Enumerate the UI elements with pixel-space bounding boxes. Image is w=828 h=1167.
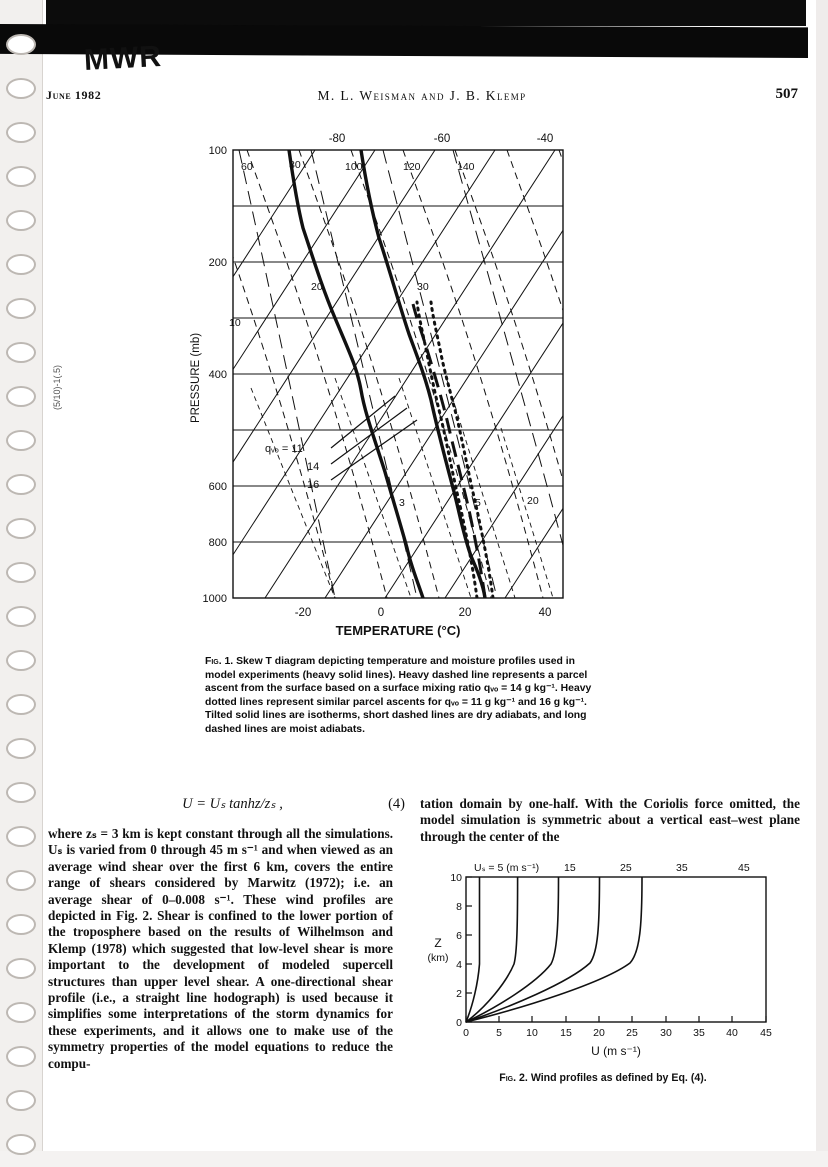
binder-hole — [6, 606, 36, 627]
fig1-ytick-3: 600 — [208, 481, 227, 493]
fig1-toptick-0: -80 — [328, 133, 346, 145]
wind-profile-chart — [418, 855, 788, 1065]
handwritten-mark: MWR — [83, 39, 163, 78]
fig2-ylabel-line2: (km) — [427, 952, 449, 964]
fig1-toptick-1: -60 — [433, 133, 451, 145]
binder-hole — [6, 1002, 36, 1023]
figure-1-caption — [205, 655, 595, 737]
fig1-qvo-label-0: qᵥₒ = 11 — [265, 443, 303, 455]
fig1-adiabat-label-2: 100 — [345, 161, 363, 173]
fig2-xtick-6: 30 — [660, 1027, 672, 1039]
fig2-xtick-0: 0 — [463, 1027, 469, 1039]
issue-date: June 1982 — [46, 88, 102, 102]
fig2-ylabel-line1: Z — [434, 936, 442, 950]
page-header — [46, 88, 798, 108]
binder-hole — [6, 958, 36, 979]
fig2-xtick-4: 20 — [593, 1027, 605, 1039]
binder-hole — [6, 210, 36, 231]
figure-2-caption-text: Wind profiles as defined by Eq. (4). — [530, 1072, 707, 1084]
binder-hole — [6, 430, 36, 451]
scan-bottom-margin — [0, 1151, 828, 1167]
fig1-mixratio-label-0: 10 — [229, 317, 241, 329]
binder-hole — [6, 78, 36, 99]
fig2-curve-label-1: 15 — [564, 862, 576, 874]
skew-t-diagram — [185, 128, 615, 638]
figure-1 — [185, 128, 615, 638]
fig1-ytick-1: 200 — [208, 257, 227, 269]
binder-hole — [6, 1090, 36, 1111]
binder-hole — [6, 166, 36, 187]
fig2-xtick-9: 45 — [760, 1027, 772, 1039]
fig2-curve-label-4: 45 — [738, 862, 750, 874]
binder-hole — [6, 562, 36, 583]
fig1-mixratio-label-5: 20 — [527, 495, 539, 507]
fig2-xtick-2: 10 — [526, 1027, 538, 1039]
binder-hole — [6, 914, 36, 935]
fig1-xtick-3: 40 — [538, 607, 552, 619]
fig2-xtick-8: 40 — [726, 1027, 738, 1039]
scan-top-shadow — [46, 0, 806, 26]
equation-4-body: U = Uₛ tanhz/zₛ , — [182, 796, 283, 812]
binder-hole — [6, 122, 36, 143]
binder-hole — [6, 386, 36, 407]
fig1-xtick-2: 20 — [458, 607, 472, 619]
binder-hole — [6, 342, 36, 363]
fig2-curve-label-0: Uₛ = 5 (m s⁻¹) — [474, 862, 540, 874]
fig1-qvo-label-2: 16 — [307, 479, 320, 491]
fig2-ytick-1: 2 — [456, 988, 462, 1000]
binder-hole — [6, 870, 36, 891]
body-left-column: where zₛ = 3 km is kept constant through all the simulations. Uₛ is varied from 0 through 45 m s⁻¹ and when viewed as an average wind shear over the first 6 km, covers the entire range of shears considered by Marwitz (1972); i.e. an average shear of 0–0.008 s⁻¹. These wind profiles are depicted in Fig. 2. Shear is confined to the lower portion of the troposphere based on the results of Wilhelmson and Klemp (1978) which suggested that low-level shear is more important to the development of modeled supercell structures than upper level shear. A one-directional shear profile (i.e., a straight line hodograph) is used because it simplifies some interpretations of the storm dynamics for these experiments, and it allows one to make use of the symmetry properties of the model equations to reduce the compu- — [48, 826, 393, 1071]
fig1-adiabat-label-0: 60 — [241, 161, 253, 173]
figure-2-caption — [418, 1072, 788, 1084]
binder-hole — [6, 1134, 36, 1155]
figure-1-caption-lead: Fig. 1. — [205, 656, 234, 667]
binder-hole — [6, 298, 36, 319]
fig2-xtick-7: 35 — [693, 1027, 705, 1039]
fig2-ytick-0: 0 — [456, 1017, 462, 1029]
fig2-xtick-3: 15 — [560, 1027, 572, 1039]
fig2-ytick-2: 4 — [456, 959, 462, 971]
fig1-ytick-2: 400 — [208, 369, 227, 381]
fig2-xtick-1: 5 — [496, 1027, 502, 1039]
fig1-ylabel: PRESSURE (mb) — [190, 332, 202, 424]
equation-4 — [60, 796, 405, 813]
fig1-adiabat-label-4: 140 — [457, 161, 475, 173]
fig2-curve-label-2: 25 — [620, 862, 632, 874]
binder-hole — [6, 826, 36, 847]
fig2-curve-us5 — [466, 877, 480, 1022]
fig1-xtick-1: 0 — [377, 607, 385, 619]
fig1-xlabel: TEMPERATURE (°C) — [335, 623, 461, 638]
fig2-curve-us45 — [466, 877, 642, 1022]
figure-2 — [418, 855, 788, 1065]
binder-hole — [6, 474, 36, 495]
fig2-ytick-3: 6 — [456, 930, 462, 942]
binder-hole — [6, 694, 36, 715]
fig2-ytick-5: 10 — [450, 872, 462, 884]
margin-note: (5/10)-1(.5) — [52, 364, 62, 410]
body-right-column: tation domain by one-half. With the Coriolis force omitted, the model simulation is symmetric about a vertical east–west plane through the center of the — [420, 796, 800, 844]
fig2-curve-label-3: 35 — [676, 862, 688, 874]
fig1-ytick-5: 1000 — [202, 593, 227, 605]
binder-hole — [6, 34, 36, 55]
fig2-xlabel: U (m s⁻¹) — [591, 1044, 641, 1058]
fig1-ytick-4: 800 — [208, 537, 227, 549]
scan-right-margin — [816, 0, 828, 1167]
fig1-mixratio-label-2: 30 — [417, 281, 429, 293]
fig1-toptick-2: -40 — [536, 133, 554, 145]
fig2-xtick-5: 25 — [626, 1027, 638, 1039]
fig1-ytick-0: 100 — [208, 145, 227, 157]
fig2-ytick-4: 8 — [456, 901, 462, 913]
binder-hole — [6, 254, 36, 275]
fig1-mixratio-label-3: 3 — [399, 497, 405, 509]
binder-hole — [6, 782, 36, 803]
figure-2-caption-lead: Fig. 2. — [499, 1072, 528, 1084]
page-number: 507 — [775, 86, 798, 102]
binder-hole — [6, 738, 36, 759]
figure-1-caption-text: Skew T diagram depicting temperature and moisture profiles used in model experiments (heavy solid lines). Heavy dashed line represents a parcel ascent from the surface based on a surface mixing ratio qᵥₒ = 14 g kg⁻¹. Heavy dotted lines represent similar parcel ascents for qᵥₒ = 11 g kg⁻¹ and 16 g kg⁻¹. Tilted solid lines are isotherms, short dashed lines are dry adiabats, and long dashed lines are moist adiabats. — [205, 656, 592, 735]
fig1-adiabat-label-3: 120 — [403, 161, 421, 173]
fig1-mixratio-label-1: 20 — [311, 281, 323, 293]
fig1-xtick-0: -20 — [294, 607, 312, 619]
fig1-qvo-label-1: 14 — [307, 461, 320, 473]
binder-hole — [6, 1046, 36, 1067]
binder-hole — [6, 650, 36, 671]
fig2-curve-us35 — [466, 877, 600, 1022]
fig1-mixratio-label-4: 5 — [475, 497, 481, 509]
fig1-adiabat-label-1: 80 — [289, 159, 301, 171]
author-running-head: M. L. Weisman and J. B. Klemp — [317, 88, 527, 103]
equation-4-number: (4) — [388, 796, 405, 812]
binder-hole — [6, 518, 36, 539]
